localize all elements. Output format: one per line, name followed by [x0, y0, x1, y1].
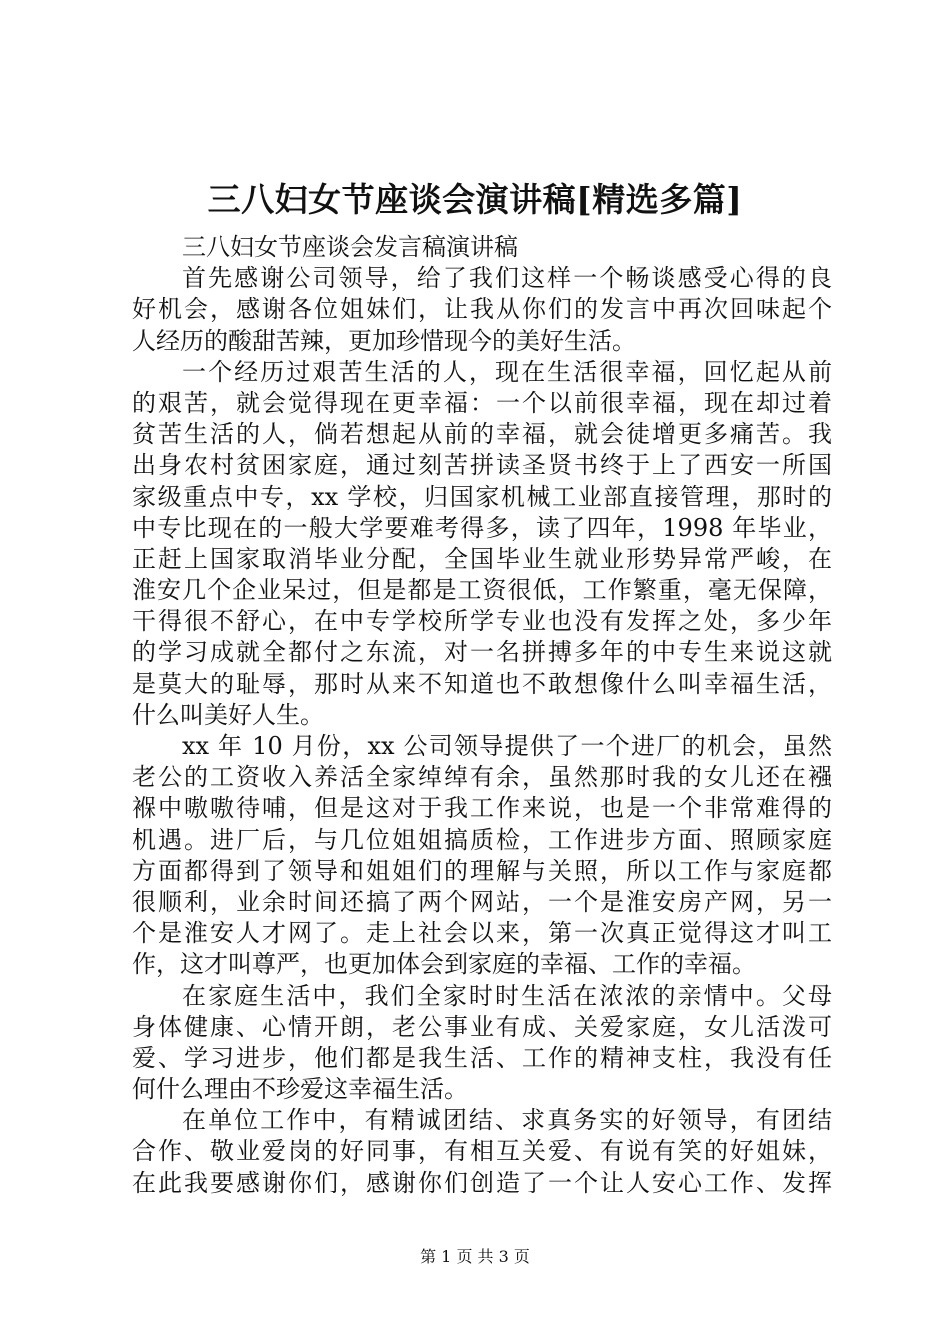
- text-line: 一个经历过艰苦生活的人，现在生活很幸福，回忆起从前: [182, 357, 832, 386]
- text-line: 老公的工资收入养活全家绰绰有余，虽然那时我的女儿还在襁: [132, 763, 832, 792]
- text-line: 家级重点中专，xx 学校，归国家机械工业部直接管理，那时的: [132, 482, 832, 511]
- text-line: 何什么理由不珍爱这幸福生活。: [132, 1075, 468, 1104]
- text-line: 方面都得到了领导和姐姐们的理解与关照，所以工作与家庭都: [132, 856, 832, 885]
- page-footer: 第 1 页 共 3 页: [420, 1247, 530, 1266]
- text-line: 什么叫美好人生。: [132, 700, 324, 729]
- text-line: 爱、学习进步，他们都是我生活、工作的精神支柱，我没有任: [132, 1043, 832, 1072]
- text-line: 很顺利，业余时间还搞了两个网站，一个是淮安房产网，另一: [132, 887, 832, 916]
- text-line: 合作、敬业爱岗的好同事，有相互关爱、有说有笑的好姐妹，: [132, 1137, 832, 1166]
- text-line: 正赶上国家取消毕业分配，全国毕业生就业形势异常严峻，在: [132, 544, 832, 573]
- text-line: 的艰苦，就会觉得现在更幸福：一个以前很幸福，现在却过着: [132, 388, 832, 417]
- text-line: 人经历的酸甜苦辣，更加珍惜现今的美好生活。: [132, 326, 636, 355]
- text-line: 贫苦生活的人，倘若想起从前的幸福，就会徒增更多痛苦。我: [132, 420, 832, 449]
- text-line: 中专比现在的一般大学要难考得多，读了四年，1998 年毕业，: [132, 513, 832, 542]
- text-line: 的学习成就全都付之东流，对一名拼搏多年的中专生来说这就: [132, 638, 832, 667]
- text-line: 干得很不舒心，在中专学校所学专业也没有发挥之处，多少年: [132, 607, 832, 636]
- text-line: 机遇。进厂后，与几位姐姐搞质检，工作进步方面、照顾家庭: [132, 825, 832, 854]
- text-line: 身体健康、心情开朗，老公事业有成、关爱家庭，女儿活泼可: [132, 1012, 832, 1041]
- text-line: 在单位工作中，有精诚团结、求真务实的好领导，有团结: [182, 1106, 832, 1135]
- text-line: 在家庭生活中，我们全家时时生活在浓浓的亲情中。父母: [182, 981, 832, 1010]
- text-line: 三八妇女节座谈会发言稿演讲稿: [182, 233, 518, 261]
- text-line: 在此我要感谢你们，感谢你们创造了一个让人安心工作、发挥: [132, 1168, 832, 1197]
- text-line: 是莫大的耻辱，那时从来不知道也不敢想像什么叫幸福生活，: [132, 669, 832, 698]
- text-line: 褓中嗷嗷待哺，但是这对于我工作来说，也是一个非常难得的: [132, 794, 832, 823]
- text-line: 首先感谢公司领导，给了我们这样一个畅谈感受心得的良: [182, 264, 832, 293]
- text-line: 淮安几个企业呆过，但是都是工资很低，工作繁重，毫无保障，: [132, 576, 832, 605]
- text-line: 作，这才叫尊严，也更加体会到家庭的幸福、工作的幸福。: [132, 950, 756, 979]
- document-body: [132, 232, 832, 1199]
- document-title: 三八妇女节座谈会演讲稿[精选多篇]: [207, 180, 743, 219]
- text-line: 出身农村贫困家庭，通过刻苦拼读圣贤书终于上了西安一所国: [132, 451, 832, 480]
- text-line: xx 年 10 月份，xx 公司领导提供了一个进厂的机会，虽然: [182, 732, 832, 760]
- text-line: 个是淮安人才网了。走上社会以来，第一次真正觉得这才叫工: [132, 919, 832, 948]
- text-line: 好机会，感谢各位姐妹们，让我从你们的发言中再次回味起个: [132, 295, 832, 324]
